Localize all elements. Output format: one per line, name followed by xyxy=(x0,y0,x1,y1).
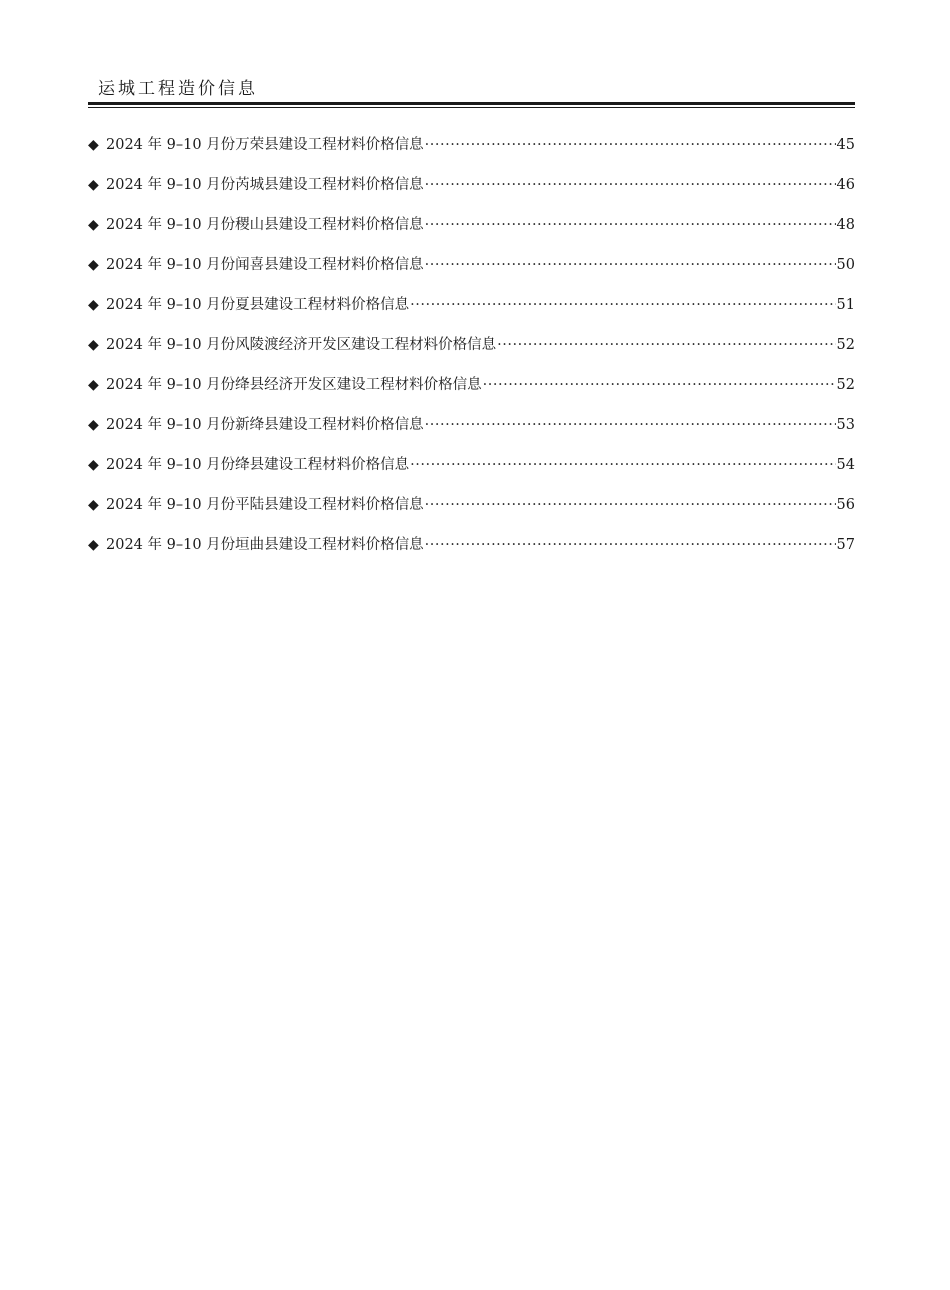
toc-entry-title: 2024 年 9–10 月份平陆县建设工程材料价格信息 xyxy=(106,497,424,513)
dot-leader xyxy=(425,534,836,556)
publication-title: 运城工程造价信息 xyxy=(98,79,258,99)
toc-entry-title: 2024 年 9–10 月份新绛县建设工程材料价格信息 xyxy=(106,417,424,433)
toc-entry[interactable] xyxy=(88,534,855,574)
toc-page-number: 46 xyxy=(836,177,855,193)
diamond-bullet-icon: ◆ xyxy=(88,217,99,233)
diamond-bullet-icon: ◆ xyxy=(88,257,99,273)
toc-entry-title: 2024 年 9–10 月份芮城县建设工程材料价格信息 xyxy=(106,177,424,193)
toc-entry[interactable] xyxy=(88,174,855,214)
toc-entry-title: 2024 年 9–10 月份绛县经济开发区建设工程材料价格信息 xyxy=(106,377,482,393)
toc-entry[interactable] xyxy=(88,374,855,414)
header-rule-thin xyxy=(88,107,855,108)
toc-entry-title: 2024 年 9–10 月份万荣县建设工程材料价格信息 xyxy=(106,137,424,153)
dot-leader xyxy=(425,414,836,436)
dot-leader xyxy=(425,214,836,236)
toc-entry[interactable] xyxy=(88,134,855,174)
toc-page-number: 45 xyxy=(836,137,855,153)
page-header xyxy=(88,76,855,108)
toc-entry[interactable] xyxy=(88,254,855,294)
diamond-bullet-icon: ◆ xyxy=(88,537,99,553)
toc-entry[interactable] xyxy=(88,454,855,494)
toc-page-number: 51 xyxy=(836,297,855,313)
dot-leader xyxy=(425,174,836,196)
diamond-bullet-icon: ◆ xyxy=(88,417,99,433)
dot-leader xyxy=(497,334,835,356)
diamond-bullet-icon: ◆ xyxy=(88,377,99,393)
diamond-bullet-icon: ◆ xyxy=(88,337,99,353)
table-of-contents xyxy=(88,134,855,574)
toc-page-number: 48 xyxy=(836,217,855,233)
toc-entry-title: 2024 年 9–10 月份闻喜县建设工程材料价格信息 xyxy=(106,257,424,273)
diamond-bullet-icon: ◆ xyxy=(88,137,99,153)
dot-leader xyxy=(425,254,836,276)
dot-leader xyxy=(483,374,836,396)
toc-entry-title: 2024 年 9–10 月份夏县建设工程材料价格信息 xyxy=(106,297,410,313)
toc-page-number: 53 xyxy=(836,417,855,433)
dot-leader xyxy=(425,134,836,156)
toc-page-number: 54 xyxy=(836,457,855,473)
dot-leader xyxy=(410,294,835,316)
toc-page-number: 50 xyxy=(836,257,855,273)
toc-entry-title: 2024 年 9–10 月份风陵渡经济开发区建设工程材料价格信息 xyxy=(106,337,497,353)
toc-entry[interactable] xyxy=(88,294,855,334)
diamond-bullet-icon: ◆ xyxy=(88,297,99,313)
toc-page-number: 56 xyxy=(836,497,855,513)
toc-entry-title: 2024 年 9–10 月份垣曲县建设工程材料价格信息 xyxy=(106,537,424,553)
toc-entry[interactable] xyxy=(88,414,855,454)
toc-entry[interactable] xyxy=(88,214,855,254)
toc-page-number: 57 xyxy=(836,537,855,553)
diamond-bullet-icon: ◆ xyxy=(88,457,99,473)
toc-entry[interactable] xyxy=(88,494,855,534)
diamond-bullet-icon: ◆ xyxy=(88,177,99,193)
toc-entry[interactable] xyxy=(88,334,855,374)
header-rule-thick xyxy=(88,102,855,105)
toc-entry-title: 2024 年 9–10 月份绛县建设工程材料价格信息 xyxy=(106,457,410,473)
toc-page-number: 52 xyxy=(836,377,855,393)
dot-leader xyxy=(410,454,835,476)
dot-leader xyxy=(425,494,836,516)
toc-page-number: 52 xyxy=(836,337,855,353)
toc-entry-title: 2024 年 9–10 月份稷山县建设工程材料价格信息 xyxy=(106,217,424,233)
diamond-bullet-icon: ◆ xyxy=(88,497,99,513)
